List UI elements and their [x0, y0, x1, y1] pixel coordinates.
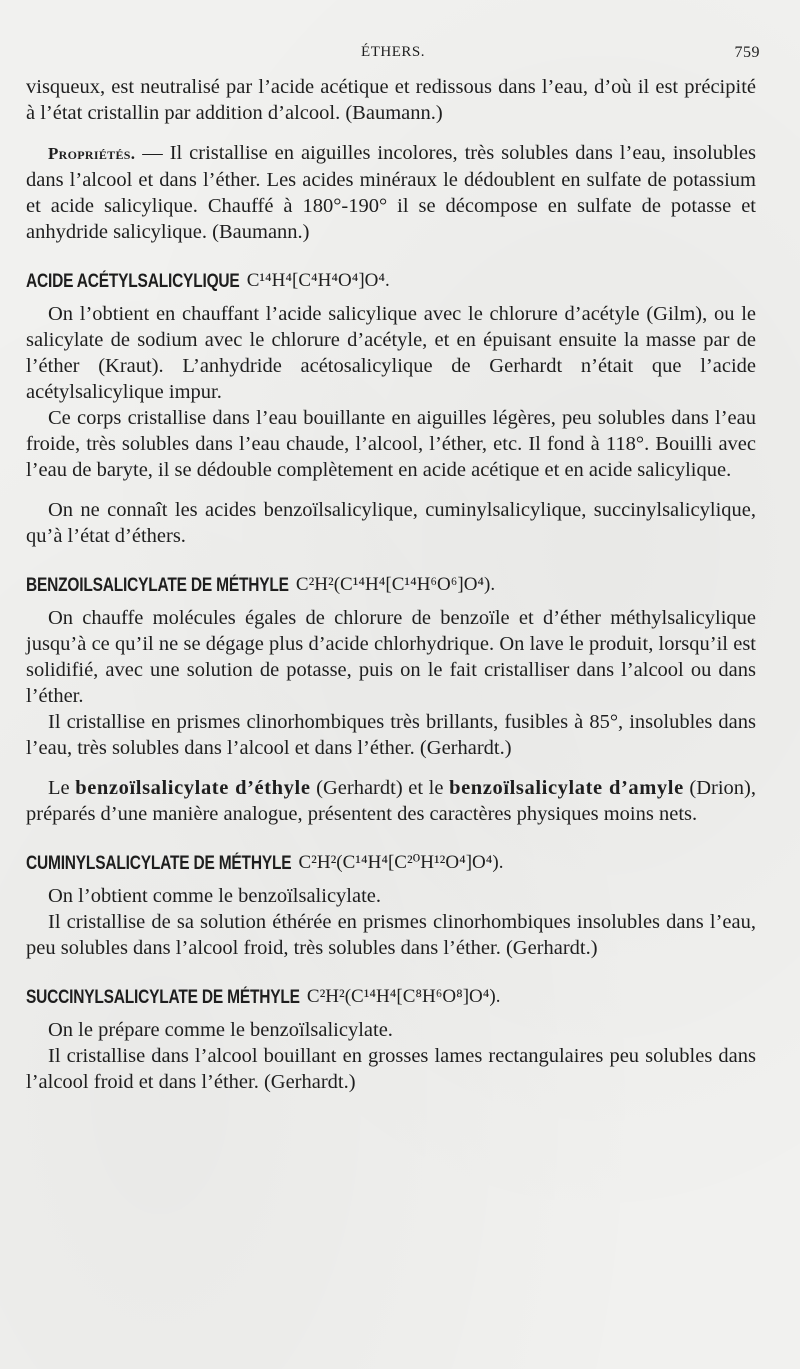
running-title: ÉTHERS.: [361, 44, 425, 60]
paragraph: Il cristallise dans l’alcool bouillant en grosses lames rectangulaires peu solubles dans l’alcool froid et dans l’éther. (Gerhardt.): [26, 1045, 756, 1093]
paragraph: On l’obtient en chauffant l’acide salicylique avec le chlorure d’acétyle (Gilm), ou le salicylate de sodium avec le chlorure d’acétyle, et en épuisant ensuite la masse par de l’éther (Kraut). L’anhydride acétosalicylique de Gerhardt n’était que l’acide acétylsalicylique impur.: [26, 303, 756, 403]
run-in-heading: Propriétés.: [48, 144, 136, 163]
text-run: (Drion), préparés d’une manière analogue, présentent des caractères physiques moins nets.: [26, 777, 756, 825]
paragraph: On le prépare comme le benzoïlsalicylate.: [48, 1019, 393, 1041]
paragraph: Il cristallise de sa solution éthérée en prismes clinorhombiques insolubles dans l’eau, peu solubles dans l’alcool froid, très solubles dans l’éther. (Gerhardt.): [26, 911, 756, 959]
paragraph: visqueux, est neutralisé par l’acide acétique et redissous dans l’eau, d’où il est précipité à l’état cristallin par addition d’alcool. (Baumann.): [26, 76, 756, 124]
section-title: CUMINYLSALICYLATE DE MÉTHYLE: [26, 852, 292, 874]
chemical-formula: C¹⁴H⁴[C⁴H⁴O⁴]O⁴.: [246, 270, 390, 291]
page-header: [26, 44, 760, 68]
paragraph-properties: [26, 140, 756, 245]
section-heading-succinylsalicylate: [26, 982, 756, 1012]
paragraph: On l’obtient comme le benzoïlsalicylate.: [48, 885, 382, 907]
section-title: SUCCINYLSALICYLATE DE MÉTHYLE: [26, 986, 300, 1008]
bold-term: benzoïlsalicylate d’amyle: [449, 777, 684, 799]
chemical-formula: C²H²(C¹⁴H⁴[C²⁰H¹²O⁴]O⁴).: [298, 852, 504, 873]
section-heading-cuminylsalicylate: [26, 848, 756, 878]
section-heading-acetylsalicylic: [26, 266, 756, 296]
page-number: 759: [734, 44, 760, 61]
text-run: Le: [48, 777, 76, 799]
section-heading-benzoilsalicylate: [26, 570, 756, 600]
paragraph-ethyl-amyl: [26, 775, 756, 827]
paragraph: Ce corps cristallise dans l’eau bouillante en aiguilles légères, peu solubles dans l’eau froide, très solubles dans l’eau chaude, l’alcool, l’éther, etc. Il fond à 118°. Bouilli avec l’eau de baryte, il se dédouble complètement en acide acétique et en acide salicylique.: [26, 407, 756, 481]
bold-term: benzoïlsalicylate d’éthyle: [75, 777, 311, 799]
chemical-formula: C²H²(C¹⁴H⁴[C⁸H⁶O⁸]O⁴).: [306, 986, 501, 1007]
text-run: (Gerhardt) et le: [310, 777, 450, 799]
paragraph: On chauffe molécules égales de chlorure de benzoïle et d’éther méthylsalicylique jusqu’à ce qu’il ne se dégage plus d’acide chlorhydrique. On lave le produit, lorsqu’il est solidifié, avec une solution de potasse, puis on le fait cristalliser dans l’alcool ou dans l’éther.: [26, 607, 756, 707]
section-title: BENZOILSALICYLATE DE MÉTHYLE: [26, 574, 289, 596]
page-body: [26, 74, 756, 1095]
paragraph-text: — Il cristallise en aiguilles incolores, très solubles dans l’eau, insolubles dans l’alcool et dans l’éther. Les acides minéraux le dédoublent en sulfate de potassium et acide salicylique. Chauffé à 180°-190° il se décompose en sulfate de potasse et anhydride salicylique. (Baumann.): [26, 142, 756, 243]
paragraph: On ne connaît les acides benzoïlsalicylique, cuminylsalicylique, succinylsalicylique, qu’à l’état d’éthers.: [26, 499, 756, 547]
paragraph: Il cristallise en prismes clinorhombiques très brillants, fusibles à 85°, insolubles dans l’eau, très solubles dans l’alcool et dans l’éther. (Gerhardt.): [26, 711, 756, 759]
chemical-formula: C²H²(C¹⁴H⁴[C¹⁴H⁶O⁶]O⁴).: [295, 574, 496, 595]
section-title: ACIDE ACÉTYLSALICYLIQUE: [26, 270, 240, 292]
